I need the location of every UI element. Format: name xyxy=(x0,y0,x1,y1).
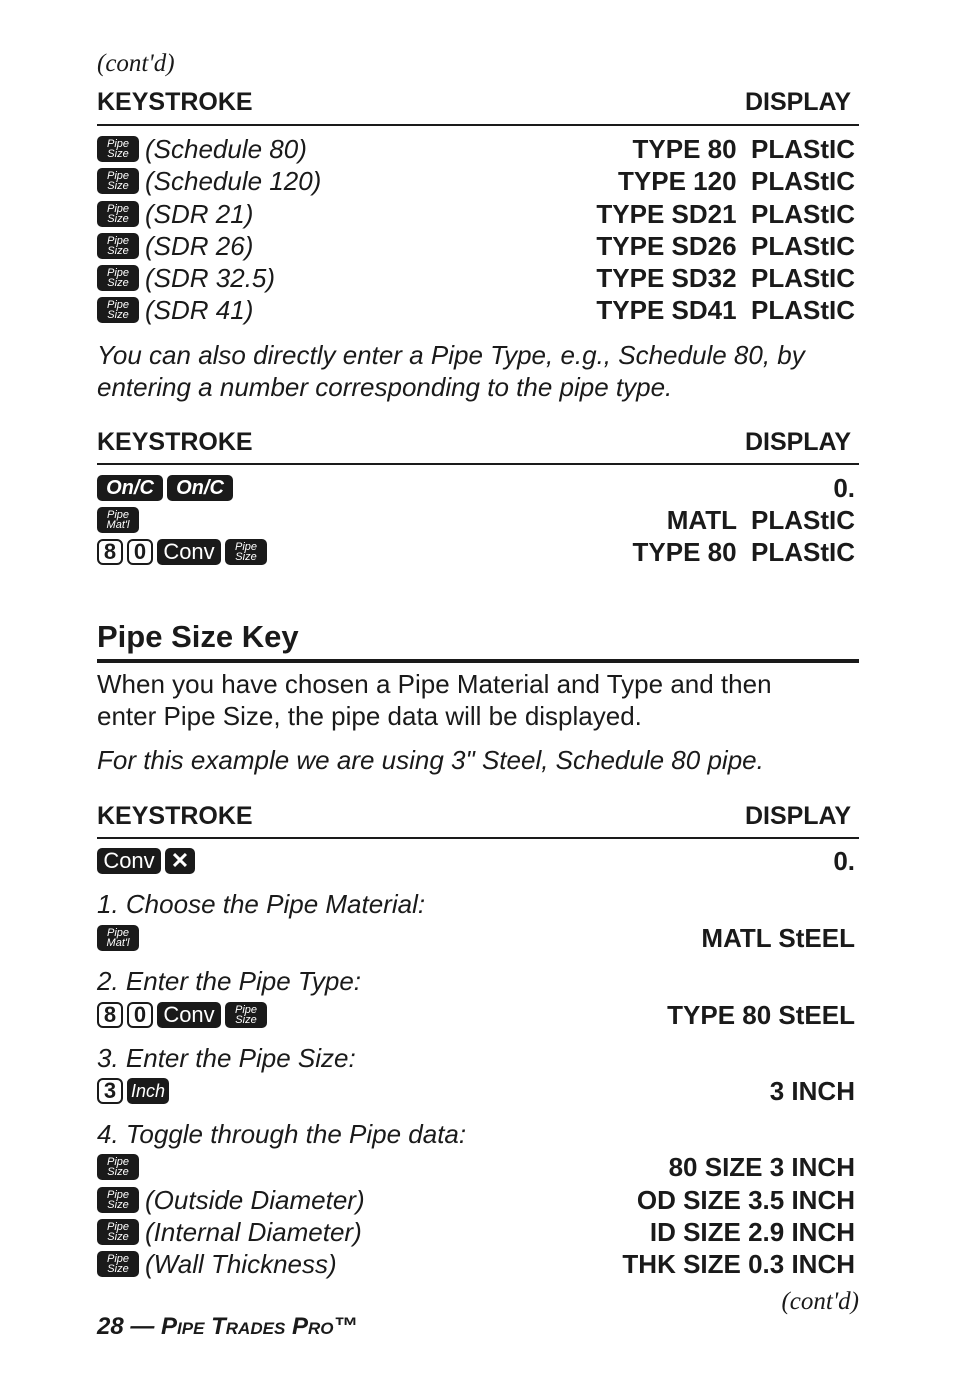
row-display: TYPE SD41 PLAStIC xyxy=(596,295,855,325)
row-label: (SDR 21) xyxy=(145,198,254,229)
table3-rule xyxy=(97,837,859,839)
table1-row xyxy=(97,294,857,326)
times-key: ✕ xyxy=(165,848,195,874)
row-display: TYPE 120 PLAStIC xyxy=(618,166,855,196)
conv-key: Conv xyxy=(97,848,161,874)
digit-3-key: 3 xyxy=(97,1078,123,1104)
table2-row xyxy=(97,504,857,536)
table1-row xyxy=(97,230,857,262)
table3-row xyxy=(97,845,857,877)
intro-paragraph: When you have chosen a Pipe Material and Type and then enter Pipe Size, the pipe data will be displayed. xyxy=(97,669,772,731)
row-display: MATL PLAStIC xyxy=(666,505,855,535)
step-2: 2. Enter the Pipe Type: xyxy=(97,966,361,996)
table2-row xyxy=(97,536,857,568)
keystroke-header: KEYSTROKE xyxy=(97,88,253,116)
row-display: TYPE SD32 PLAStIC xyxy=(596,263,855,293)
row-display: TYPE 80 PLAStIC xyxy=(632,134,855,164)
page-number: 28 — xyxy=(97,1313,155,1340)
digit-0-key: 0 xyxy=(127,1002,153,1028)
row-display: ID SIZE 2.9 INCH xyxy=(649,1217,855,1247)
table3-row xyxy=(97,1151,857,1183)
row-label: (Internal Diameter) xyxy=(145,1216,362,1247)
row-display: MATL StEEL xyxy=(701,923,855,953)
row-display: THK SIZE 0.3 INCH xyxy=(622,1249,855,1279)
table2-rule xyxy=(97,463,859,465)
book-title: Pipe Trades Pro xyxy=(161,1313,334,1340)
inch-key: Inch xyxy=(127,1078,169,1104)
row-display: 0. xyxy=(833,846,855,876)
pipe-size-key: Pipe Size xyxy=(97,265,139,291)
keystroke-header: KEYSTROKE xyxy=(97,428,253,456)
row-label: (SDR 41) xyxy=(145,294,254,325)
pipe-size-key: Pipe Size xyxy=(97,297,139,323)
display-header: DISPLAY xyxy=(744,802,851,830)
row-display: TYPE SD26 PLAStIC xyxy=(596,231,855,261)
conv-key: Conv xyxy=(157,539,221,565)
step-3: 3. Enter the Pipe Size: xyxy=(97,1043,356,1073)
digit-8-key: 8 xyxy=(97,1002,123,1028)
table1-row xyxy=(97,133,857,165)
example-paragraph: For this example we are using 3" Steel, Schedule 80 pipe. xyxy=(97,745,764,775)
pipe-size-key: Pipe Size xyxy=(97,1154,139,1180)
display-header: DISPLAY xyxy=(744,428,851,456)
row-label: (SDR 32.5) xyxy=(145,262,276,293)
table1-row xyxy=(97,262,857,294)
pipe-size-key: Pipe Size xyxy=(97,1251,139,1277)
table3-row xyxy=(97,999,857,1031)
row-display: OD SIZE 3.5 INCH xyxy=(636,1185,855,1215)
pipe-size-key: Pipe Size xyxy=(225,539,267,565)
on-clear-key: On/C xyxy=(167,475,233,501)
pipe-size-key: Pipe Size xyxy=(97,201,139,227)
pipe-size-key: Pipe Size xyxy=(97,1187,139,1213)
step-1: 1. Choose the Pipe Material: xyxy=(97,889,426,919)
section-title: Pipe Size Key xyxy=(97,619,299,654)
table1-row xyxy=(97,198,857,230)
top-contd: (cont'd) xyxy=(97,50,175,77)
pipe-size-key: Pipe Size xyxy=(225,1002,267,1028)
table3-row xyxy=(97,922,857,954)
display-header: DISPLAY xyxy=(744,88,851,116)
keystroke-header: KEYSTROKE xyxy=(97,802,253,830)
pipe-material-key: Pipe Mat'l xyxy=(97,925,139,951)
pipe-size-key: Pipe Size xyxy=(97,168,139,194)
table2-row xyxy=(97,472,857,504)
section-rule xyxy=(97,659,859,663)
row-display: TYPE 80 PLAStIC xyxy=(632,537,855,567)
row-display: TYPE SD21 PLAStIC xyxy=(596,199,855,229)
on-clear-key: On/C xyxy=(97,475,163,501)
note-paragraph: You can also directly enter a Pipe Type, e.g., Schedule 80, by entering a number corresponding to the pipe type. xyxy=(97,340,805,402)
row-label: (Schedule 80) xyxy=(145,133,307,164)
digit-8-key: 8 xyxy=(97,539,123,565)
trademark: ™ xyxy=(333,1313,358,1340)
pipe-material-key: Pipe Mat'l xyxy=(97,507,139,533)
row-display: 3 INCH xyxy=(769,1076,855,1106)
table3-row xyxy=(97,1075,857,1107)
row-display: TYPE 80 StEEL xyxy=(667,1000,855,1030)
row-label: (Wall Thickness) xyxy=(145,1248,337,1279)
row-display: 0. xyxy=(833,473,855,503)
row-label: (Schedule 120) xyxy=(145,165,322,196)
digit-0-key: 0 xyxy=(127,539,153,565)
row-label: (SDR 26) xyxy=(145,230,254,261)
conv-key: Conv xyxy=(157,1002,221,1028)
step-4: 4. Toggle through the Pipe data: xyxy=(97,1119,467,1149)
table3-row xyxy=(97,1216,857,1248)
page-footer xyxy=(97,1313,357,1341)
table3-row xyxy=(97,1184,857,1216)
table1-rule xyxy=(97,124,859,126)
bottom-contd: (cont'd) xyxy=(781,1288,859,1315)
table3-row xyxy=(97,1248,857,1280)
pipe-size-key: Pipe Size xyxy=(97,233,139,259)
pipe-size-key: Pipe Size xyxy=(97,1219,139,1245)
row-display: 80 SIZE 3 INCH xyxy=(668,1152,855,1182)
table1-row xyxy=(97,165,857,197)
pipe-size-key: Pipe Size xyxy=(97,136,139,162)
row-label: (Outside Diameter) xyxy=(145,1184,365,1215)
